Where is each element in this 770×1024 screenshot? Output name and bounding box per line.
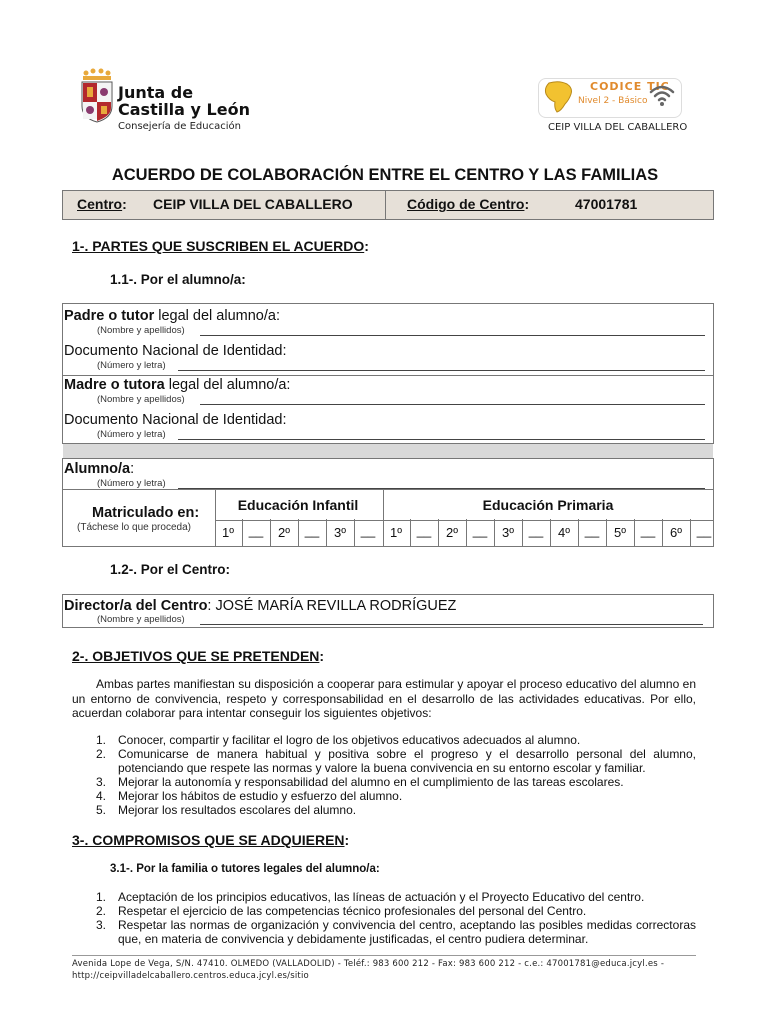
objective-text: Comunicarse de manera habitual y positiva sobre el progreso y el desarrollo personal del alumno, potenciando que respete las normas y valore la buena convivencia en su entorno escolar y familiar. <box>118 747 696 775</box>
objective-item <box>72 789 696 803</box>
africa-icon <box>541 80 577 119</box>
padre-hint: (Nombre y apellidos) <box>97 325 185 336</box>
commitment-text: Respetar el ejercicio de las competencias técnico profesionales del personal del Centro. <box>118 904 587 918</box>
objectives-list <box>72 733 696 817</box>
centro-row <box>62 190 714 220</box>
matriculado-label: Matriculado en <box>92 505 195 521</box>
course-primaria-8-label: 5º <box>614 525 626 540</box>
org-name-line1: Junta de <box>118 83 194 102</box>
footer-address: Avenida Lope de Vega, S/N. 47410. OLMEDO (VALLADOLID) - Teléf.: 983 600 212 - Fax: 983 600 212 - c.e.: 47001781@educa.jcyl.es - <box>72 959 665 969</box>
dni2-label: Documento Nacional de Identidad: <box>64 412 287 428</box>
director-input-line[interactable] <box>200 624 703 625</box>
primaria-label: Educación Primaria <box>482 497 614 513</box>
padre-label-rest: legal del alumno/a: <box>154 308 280 324</box>
codigo-label-wrap: Código de Centro: <box>407 196 530 212</box>
madre-input-line[interactable] <box>200 404 705 405</box>
course-primaria-4-label: 1º <box>390 525 402 540</box>
course-infantil-2-checkbox[interactable]: __ <box>304 523 320 538</box>
course-infantil-2-label: 2º <box>278 525 290 540</box>
infantil-label: Educación Infantil <box>237 497 359 513</box>
badge-subtitle: Nivel 2 - Básico <box>578 96 648 106</box>
grid-divider <box>634 519 635 547</box>
madre-label-rest: legal del alumno/a: <box>164 377 291 393</box>
course-primaria-7-label: 4º <box>558 525 570 540</box>
commitment-number: 1. <box>96 890 107 904</box>
course-primaria-7-checkbox[interactable]: __ <box>584 523 600 538</box>
padre-label-bold: Padre o tutor <box>64 308 155 324</box>
commitment-text: Respetar las normas de organización y convivencia del centro, aceptando las posibles medidas correctoras que, en materia de convivencia y debidamente justificadas, el centro pudiera determinar. <box>118 918 696 946</box>
course-primaria-9-checkbox[interactable]: __ <box>696 523 712 538</box>
objective-number: 5. <box>96 803 107 817</box>
matriculado-label-wrap: Matriculado en: <box>92 505 200 521</box>
director-value: JOSÉ MARÍA REVILLA RODRÍGUEZ <box>215 598 457 614</box>
director-label: Director/a del Centro <box>64 598 208 614</box>
padre-label <box>64 308 280 324</box>
grid-divider <box>466 519 467 547</box>
padre-input-line[interactable] <box>200 335 705 336</box>
department-name: Consejería de Educación <box>118 121 241 132</box>
course-primaria-6-label: 3º <box>502 525 514 540</box>
document-title: ACUERDO DE COLABORACIÓN ENTRE EL CENTRO Y LAS FAMILIAS <box>111 166 659 184</box>
section1-sub2: 1.2-. Por el Centro: <box>110 562 231 577</box>
commitment-number: 3. <box>96 918 107 932</box>
course-infantil-3-checkbox[interactable]: __ <box>360 523 376 538</box>
course-primaria-9-label: 6º <box>670 525 682 540</box>
commitment-item <box>72 918 696 946</box>
commitment-number: 2. <box>96 904 107 918</box>
alumno-hint: (Número y letra) <box>97 478 166 489</box>
grid-divider <box>578 519 579 547</box>
course-infantil-1-label: 1º <box>222 525 234 540</box>
director-label-wrap: Director/a del Centro: JOSÉ MARÍA REVILLA RODRÍGUEZ <box>64 598 457 614</box>
grid-divider <box>354 519 355 547</box>
grid-divider <box>298 519 299 547</box>
madre-label-bold: Madre o tutora <box>64 377 165 393</box>
org-name <box>118 84 250 118</box>
course-primaria-5-label: 2º <box>446 525 458 540</box>
section1-heading: 1-. PARTES QUE SUSCRIBEN EL ACUERDO <box>72 238 365 254</box>
objective-item <box>72 803 696 817</box>
course-primaria-4-checkbox[interactable]: __ <box>416 523 432 538</box>
section1-sub1: 1.1-. Por el alumno/a: <box>110 272 246 287</box>
commitment-text: Aceptación de los principios educativos, las líneas de actuación y el Proyecto Educativo del centro. <box>118 890 645 904</box>
dni2-input-line[interactable] <box>178 439 705 440</box>
grid-divider <box>690 519 691 547</box>
centro-value: CEIP VILLA DEL CABALLERO <box>153 196 353 212</box>
course-primaria-5-checkbox[interactable]: __ <box>472 523 488 538</box>
section2-heading: 2-. OBJETIVOS QUE SE PRETENDEN <box>72 648 320 664</box>
grid-divider <box>242 519 243 547</box>
course-infantil-1-checkbox[interactable]: __ <box>248 523 264 538</box>
commitments-list <box>72 890 696 946</box>
commitment-item <box>72 890 696 904</box>
section3-heading: 3-. COMPROMISOS QUE SE ADQUIEREN <box>72 832 345 848</box>
grid-divider <box>410 519 411 547</box>
codigo-label: Código de Centro <box>407 196 525 212</box>
wifi-icon <box>648 82 676 113</box>
objective-number: 2. <box>96 747 107 761</box>
jcyl-logo <box>80 68 114 124</box>
separator-band <box>63 444 713 458</box>
objective-number: 4. <box>96 789 107 803</box>
section3-heading-wrap: 3-. COMPROMISOS QUE SE ADQUIEREN: <box>72 832 350 848</box>
dni2-hint: (Número y letra) <box>97 429 166 440</box>
course-primaria-6-checkbox[interactable]: __ <box>528 523 544 538</box>
centro-label: Centro <box>77 196 123 212</box>
course-infantil-3-label: 3º <box>334 525 346 540</box>
objective-text: Mejorar los resultados escolares del alumno. <box>118 803 357 817</box>
madre-label <box>64 377 290 393</box>
codigo-value: 47001781 <box>575 196 638 212</box>
course-primaria-8-checkbox[interactable]: __ <box>640 523 656 538</box>
objective-item <box>72 733 696 747</box>
badge-title: CODICE TIC <box>590 80 670 93</box>
objective-item <box>72 747 696 775</box>
section2-heading-wrap: 2-. OBJETIVOS QUE SE PRETENDEN: <box>72 648 325 664</box>
commitment-item <box>72 904 696 918</box>
dni1-hint: (Número y letra) <box>97 360 166 371</box>
objective-number: 3. <box>96 775 107 789</box>
objective-number: 1. <box>96 733 107 747</box>
objective-text: Mejorar los hábitos de estudio y esfuerzo del alumno. <box>118 789 403 803</box>
dni1-input-line[interactable] <box>178 370 705 371</box>
alumno-label: Alumno/a <box>64 461 131 477</box>
alumno-label-wrap: Alumno/a: <box>64 461 135 477</box>
org-name-line2: Castilla y León <box>118 100 250 119</box>
section3-sub1: 3.1-. Por la familia o tutores legales del alumno/a: <box>110 863 380 875</box>
school-name-header: CEIP VILLA DEL CABALLERO <box>548 122 688 133</box>
footer-url: http://ceipvilladelcaballero.centros.educa.jcyl.es/sitio <box>72 970 309 981</box>
centro-label-wrap: Centro: <box>77 196 127 212</box>
footer <box>72 959 664 982</box>
director-hint: (Nombre y apellidos) <box>97 614 185 625</box>
objective-item <box>72 775 696 789</box>
section1-heading-wrap: 1-. PARTES QUE SUSCRIBEN EL ACUERDO: <box>72 238 369 254</box>
grid-divider <box>522 519 523 547</box>
section2-intro: Ambas partes manifiestan su disposición a cooperar para estimular y apoyar el proceso educativo del alumno en un entorno de convivencia, respeto y corresponsabilidad en el desarrollo de las actividades educativas. Por ello, acuerdan colaborar para intentar conseguir los siguientes objetivos: <box>72 677 696 720</box>
objective-text: Mejorar la autonomía y responsabilidad del alumno en el cumplimiento de las tareas escolares. <box>118 775 624 789</box>
objective-text: Conocer, compartir y facilitar el logro de los objetivos educativos adecuados al alumno. <box>118 733 581 747</box>
matriculado-hint: (Táchese lo que proceda) <box>77 522 191 533</box>
dni1-label: Documento Nacional de Identidad: <box>64 343 287 359</box>
madre-hint: (Nombre y apellidos) <box>97 394 185 405</box>
